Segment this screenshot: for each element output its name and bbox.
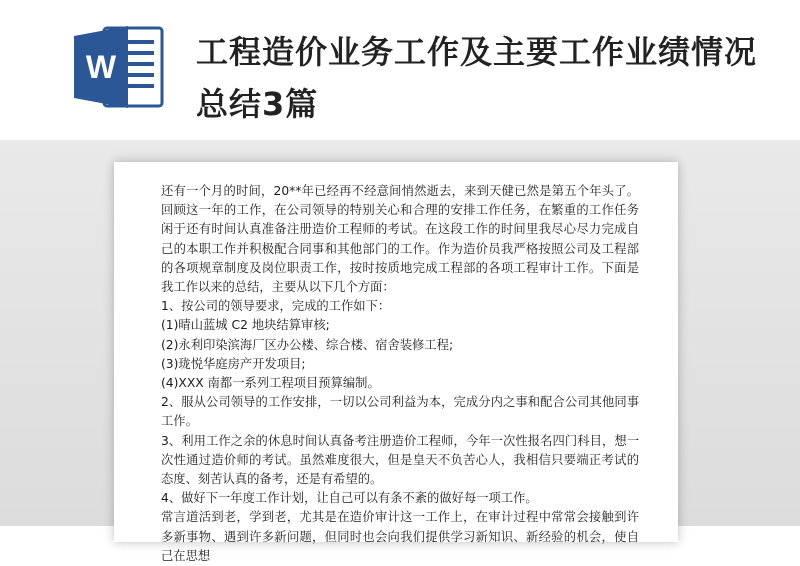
paragraph-item-4: 4、做好下一年度工作计划，让自己可以有条不紊的做好每一项工作。 xyxy=(161,491,538,506)
paragraph-subitem-4: (4)XXX 南都一系列工程项目预算编制。 xyxy=(161,376,380,391)
paragraph-subitem-2: (2)永利印染滨海厂区办公楼、综合楼、宿舍装修工程; xyxy=(161,337,454,352)
paragraph-item-3: 3、利用工作之余的休息时间认真备考注册造价工程师，今年一次性报名四门科目，想一次性通过造价师的考试。虽然难度很大，但是皇天不负苦心人，我相信只要端正考试的态度、刻苦认真的备考，还是有希望的。 xyxy=(161,433,639,487)
document-header xyxy=(0,0,800,140)
paragraph-subitem-1: (1)晴山蓝城 C2 地块结算审核; xyxy=(161,318,330,333)
word-icon-letter: W xyxy=(85,49,117,85)
document-page xyxy=(114,162,678,563)
paragraph-subitem-3: (3)珑悦华庭房产开发项目; xyxy=(161,356,306,371)
paragraph-item-1: 1、按公司的领导要求，完成的工作如下： xyxy=(161,299,391,314)
paragraph-conclusion: 常言道活到老，学到老，尤其是在造价审计这一工作上，在审计过程中常常会接触到许多新事物、遇到许多新问题，但同时也会向我们提供学习新知识、新经验的机会，使自己在思想 xyxy=(161,510,639,563)
document-body xyxy=(161,182,639,566)
paragraph-intro: 还有一个月的时间，20**年已经再不经意间悄然逝去，来到天健已然是第五个年头了。回顾这一年的工作，在公司领导的特别关心和合理的安排工作任务，在繁重的工作任务闲于还有时间认真准备注册造价工程师的考试。在这段工作的时间里我尽心尽力完成自己的本职工作并积极配合同事和其他部门的工作。作为造价员我严格按照公司及工程部的各项规章制度及岗位职责工作，按时按质地完成工程部的各项工程审计工作。下面是我工作以来的总结，主要从以下几个方面： xyxy=(161,184,639,295)
paragraph-item-2: 2、服从公司领导的工作安排，一切以公司利益为本，完成分内之事和配合公司其他同事工作。 xyxy=(161,395,639,429)
word-document-icon xyxy=(74,24,166,110)
page-title: 工程造价业务工作及主要工作业绩情况总结3篇 xyxy=(196,33,758,123)
